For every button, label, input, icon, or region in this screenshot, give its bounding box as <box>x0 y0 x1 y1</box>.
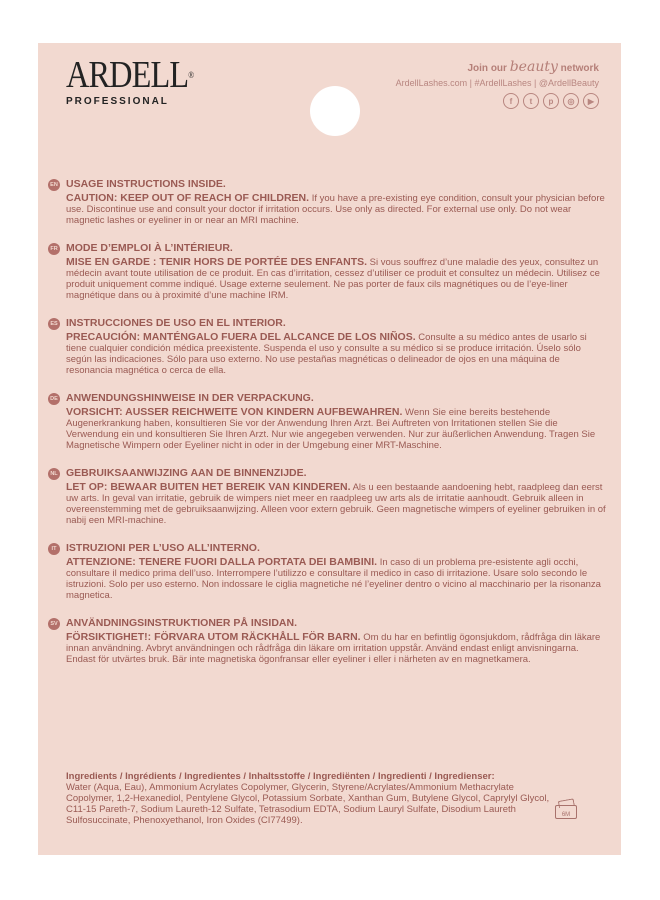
period-after-opening-icon <box>555 805 577 819</box>
pinterest-icon[interactable]: p <box>543 93 559 109</box>
ingredients-block <box>66 771 556 826</box>
section-body <box>66 482 608 526</box>
ingredients-heading: Ingredients / Ingrédients / Ingredientes / Inhaltsstoffe / Ingrediënten / Ingredienti / Ingredienser: <box>66 771 495 782</box>
logo-subtitle: PROFESSIONAL <box>66 96 169 107</box>
section-heading: INSTRUCCIONES DE USO EN EL INTERIOR. <box>66 317 286 329</box>
language-badge: NL <box>48 468 60 480</box>
social-join-pre: Join our <box>467 63 507 74</box>
section-body <box>66 407 608 451</box>
section-nl <box>48 467 608 526</box>
section-warning: ATTENZIONE: TENERE FUORI DALLA PORTATA DEI BAMBINI. <box>66 556 378 568</box>
section-heading: ISTRUZIONI PER L’USO ALL’INTERNO. <box>66 542 260 554</box>
language-badge: DE <box>48 393 60 405</box>
section-de <box>48 392 608 451</box>
language-badge: EN <box>48 179 60 191</box>
section-heading: USAGE INSTRUCTIONS INSIDE. <box>66 178 226 190</box>
section-warning: VORSICHT: AUSSER REICHWEITE VON KINDERN AUFBEWAHREN. <box>66 406 403 418</box>
logo-wordmark: ARDELL <box>66 54 189 96</box>
section-text: Consulte a su médico antes de usarlo si tiene cualquier condición médica preexistente. Suspenda el uso y consulte a su médico si se produce irritación. Úselo sólo según las indicaciones. Sólo para uso externo. No use pestañas magnéticas o delineador de ojos en una máquina de resonancia magnética o cerca de ella. <box>66 332 587 376</box>
ardell-logo <box>66 56 216 107</box>
twitter-icon[interactable]: t <box>523 93 539 109</box>
section-fr <box>48 242 608 301</box>
logo-registered-mark: ® <box>188 70 194 80</box>
section-text: Wenn Sie eine bereits bestehende Augenerkrankung haben, konsultieren Sie vor der Anwendung Ihren Arzt. Bei Auftreten von Irritationen stellen Sie die Verwendung ein und konsultieren Sie Ihren Arzt. Nur wie angegeben verwenden. Nur zur äußerlichen Anwendung. Tragen Sie Magnetische Wimpern oder Eyeliner nicht in oder in der Umgebung einer MRT-Maschine. <box>66 407 596 451</box>
section-text: If you have a pre-existing eye condition, consult your physician before use. Discontinue use and consult your doctor if irritation occurs. Use only as directed. For external use only. Do not wear magnetic lashes or eyeliner in or near an MRI machine. <box>66 193 605 226</box>
section-warning: FÖRSIKTIGHET!: FÖRVARA UTOM RÄCKHÅLL FÖR BARN. <box>66 631 361 643</box>
section-body <box>66 193 608 226</box>
section-es <box>48 317 608 376</box>
social-icons <box>396 93 599 109</box>
section-heading: ANWENDUNGSHINWEISE IN DER VERPACKUNG. <box>66 392 314 404</box>
pao-label: 6M <box>561 812 571 818</box>
section-body <box>66 557 608 601</box>
section-warning: LET OP: BEWAAR BUITEN HET BEREIK VAN KINDEREN. <box>66 481 351 493</box>
section-heading: ANVÄNDNINGSINSTRUKTIONER PÅ INSIDAN. <box>66 617 298 629</box>
section-text: Als u een bestaande aandoening hebt, raadpleeg dan eerst uw arts. In geval van irritatie, gebruik de wimpers niet meer en raadpleeg uw arts als de irritatie aanhoudt. Gebruik alleen in overeenstemming met de gebruiksaanwijzing. Alleen voor extern gebruik. Geen magnetische wimpers of eyeliner gebruiken in of nabij een MRI-machine. <box>66 482 606 526</box>
section-sv <box>48 617 608 665</box>
facebook-icon[interactable]: f <box>503 93 519 109</box>
ingredients-text: Water (Aqua, Eau), Ammonium Acrylates Copolymer, Glycerin, Styrene/Acrylates/Ammonium Methacrylate Copolymer, 1,2-Hexanediol, Pentylene Glycol, Potassium Sorbate, Xanthan Gum, Butylene Glycol, Caprylyl Glycol, C11-15 Pareth-7, Sodium Laureth-12 Sulfate, Tetrasodium EDTA, Sodium Lauryl Sulfate, Disodium Laureth Sulfosuccinate, Phenoxyethanol, Iron Oxides (CI77499). <box>66 782 550 826</box>
section-heading: MODE D’EMPLOI À L’INTÉRIEUR. <box>66 242 233 254</box>
hang-hole <box>310 86 360 136</box>
language-badge: SV <box>48 618 60 630</box>
instagram-icon[interactable]: ◎ <box>563 93 579 109</box>
section-warning: PRECAUCIÓN: MANTÉNGALO FUERA DEL ALCANCE DE LOS NIÑOS. <box>66 331 416 343</box>
section-text: Om du har en befintlig ögonsjukdom, rådfråga din läkare innan användning. Avbryt användningen och rådfråga din läkare om irritation uppstår. Använd endast enligt anvisningarna. Endast för utvärtes bruk. Bär inte magnetiska ögonfransar eller eyeliner i eller i närheten av en magnetkamera. <box>66 632 601 665</box>
social-join-post: network <box>560 63 599 74</box>
social-join-beauty: beauty <box>509 59 558 75</box>
section-body <box>66 632 608 665</box>
section-body <box>66 257 608 301</box>
section-en <box>48 178 608 226</box>
package-back-card <box>38 43 621 855</box>
section-warning: MISE EN GARDE : TENIR HORS DE PORTÉE DES ENFANTS. <box>66 256 368 268</box>
section-it <box>48 542 608 601</box>
section-warning: CAUTION: KEEP OUT OF REACH OF CHILDREN. <box>66 192 310 204</box>
section-body <box>66 332 608 376</box>
instruction-sections <box>48 178 608 681</box>
section-heading: GEBRUIKSAANWIJZING AAN DE BINNENZIJDE. <box>66 467 307 479</box>
section-text: In caso di un problema pre-esistente agli occhi, consultare il medico prima dell’uso. Interrompere l’utilizzo e consultare il medico in caso di irritazione. Usare solo secondo le istruzioni. Solo per uso esterno. Non indossare le ciglia magnetiche né l’eyeliner dentro o vicino al macchinario per la risonanza magnetica. <box>66 557 601 601</box>
youtube-icon[interactable]: ▶ <box>583 93 599 109</box>
section-text: Si vous souffrez d’une maladie des yeux, consultez un médecin avant toute utilisation de ce produit. En cas d’irritation, cessez d’utiliser ce produit et consultez un médecin. Utilisez ce produit uniquement comme indiqué. Usage externe seulement. Ne pas porter de faux cils magnétiques ou de l’eye-liner magnétique dans ou à proximité d’une machine IRM. <box>66 257 600 301</box>
language-badge: IT <box>48 543 60 555</box>
social-join-line <box>396 59 599 75</box>
language-badge: ES <box>48 318 60 330</box>
social-links: ArdellLashes.com | #ArdellLashes | @ArdellBeauty <box>395 78 599 88</box>
language-badge: FR <box>48 243 60 255</box>
social-block <box>396 59 599 109</box>
